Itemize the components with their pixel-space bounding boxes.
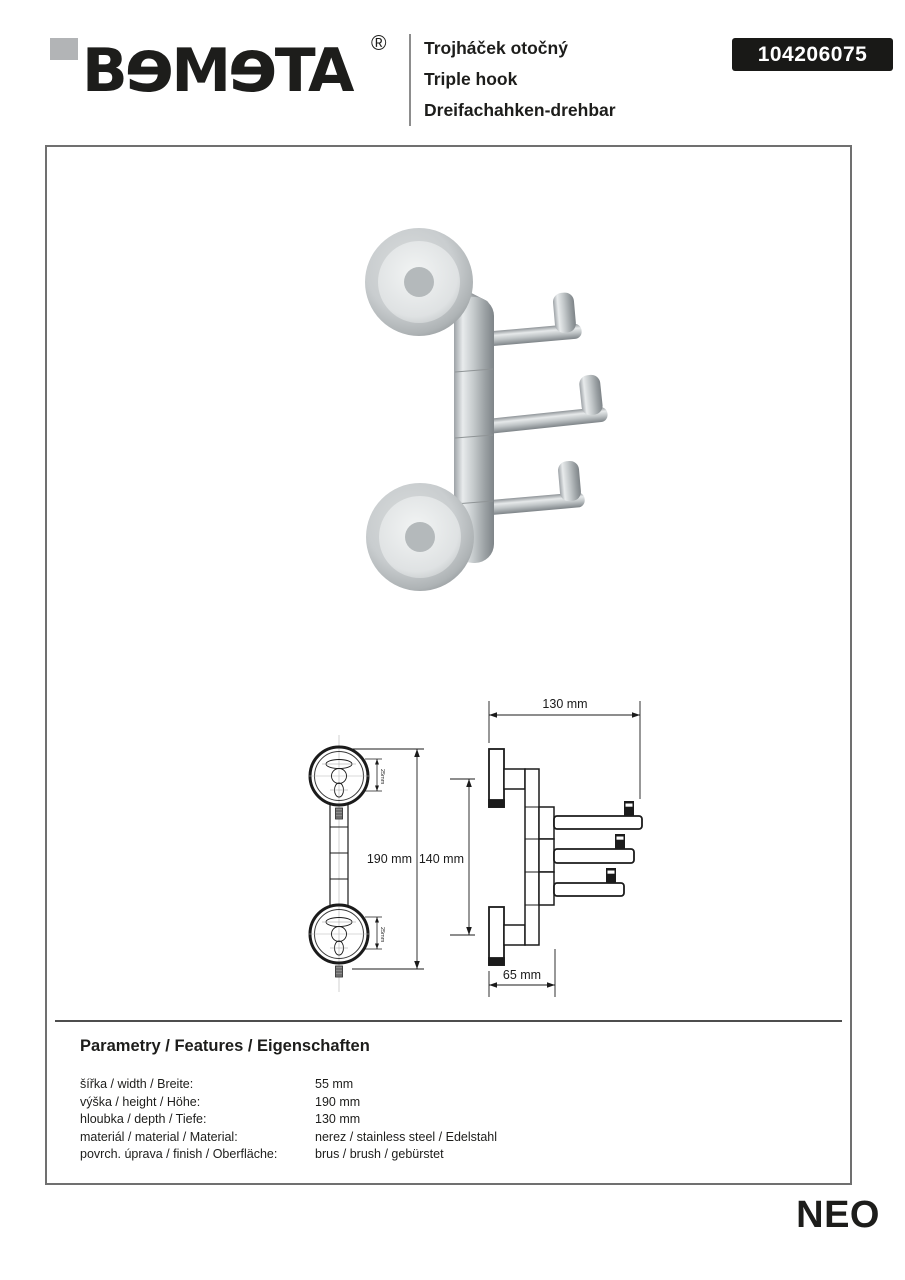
- registered-trademark-icon: ®: [371, 32, 387, 55]
- brand-letter: M: [171, 36, 229, 106]
- header-divider: [409, 34, 411, 126]
- dimension-label-plate-pitch: 25mm: [379, 769, 385, 785]
- content-frame: [45, 145, 852, 1185]
- parameter-value: brus / brush / gebürstet: [315, 1147, 444, 1161]
- parameter-row: [80, 1129, 497, 1147]
- product-title-block: [424, 33, 616, 126]
- parameter-value: 55 mm: [315, 1077, 354, 1091]
- parameter-value: 190 mm: [315, 1094, 361, 1109]
- parameter-value: 130 mm: [315, 1112, 361, 1126]
- parameter-label: výška / height / Höhe:: [80, 1094, 201, 1109]
- technical-drawing: [272, 687, 662, 1007]
- dimension-label-height-total: 190 mm: [366, 852, 412, 866]
- product-title-en: Triple hook: [424, 69, 518, 89]
- side-view: [489, 749, 642, 965]
- brand-letter: T: [274, 36, 309, 106]
- product-title-de: Dreifachahken-drehbar: [424, 100, 616, 120]
- parameter-row: [80, 1146, 497, 1164]
- product-code: 104206075: [757, 42, 868, 66]
- brand-letter: ɘ: [228, 24, 275, 109]
- product-code-badge: [732, 38, 893, 71]
- side-view-hook-middle: [554, 834, 634, 863]
- brand-letter: B: [82, 36, 125, 106]
- brand-letter: A: [308, 36, 352, 106]
- dimension-140: [419, 779, 475, 935]
- brand-letter: ɘ: [124, 24, 172, 109]
- section-divider: [55, 1020, 842, 1022]
- brand-wordmark: [82, 24, 351, 109]
- side-view-hook-top: [554, 801, 642, 829]
- dimension-label-width-bottom: 65 mm: [502, 968, 542, 982]
- parameter-label: povrch. úprava / finish / Oberfläche:: [80, 1147, 278, 1161]
- side-view-hook-bottom: [554, 868, 624, 896]
- parameter-label: materiál / material / Material:: [80, 1129, 238, 1144]
- collection-name: NEO: [796, 1194, 880, 1236]
- product-photo: [347, 220, 647, 600]
- logo-square-icon: [50, 38, 78, 60]
- parameter-value: nerez / stainless steel / Edelstahl: [315, 1129, 498, 1144]
- parameters-heading: Parametry / Features / Eigenschaften: [80, 1037, 370, 1055]
- parameter-label: šířka / width / Breite:: [80, 1077, 194, 1091]
- wall-flange-bottom: [366, 483, 474, 591]
- dimension-label-height-inner: 140 mm: [418, 852, 464, 866]
- parameter-row: [80, 1076, 497, 1094]
- hook-arm-middle: [478, 374, 608, 435]
- front-view-plate: [308, 747, 385, 819]
- parameters-table: [80, 1076, 497, 1164]
- dimension-label-width-top: 130 mm: [542, 697, 588, 711]
- parameter-label: hloubka / depth / Tiefe:: [80, 1112, 207, 1126]
- product-title-cs: Trojháček otočný: [424, 38, 568, 58]
- parameter-row: [80, 1111, 497, 1129]
- parameter-row: [80, 1094, 497, 1112]
- wall-flange-top: [365, 228, 473, 336]
